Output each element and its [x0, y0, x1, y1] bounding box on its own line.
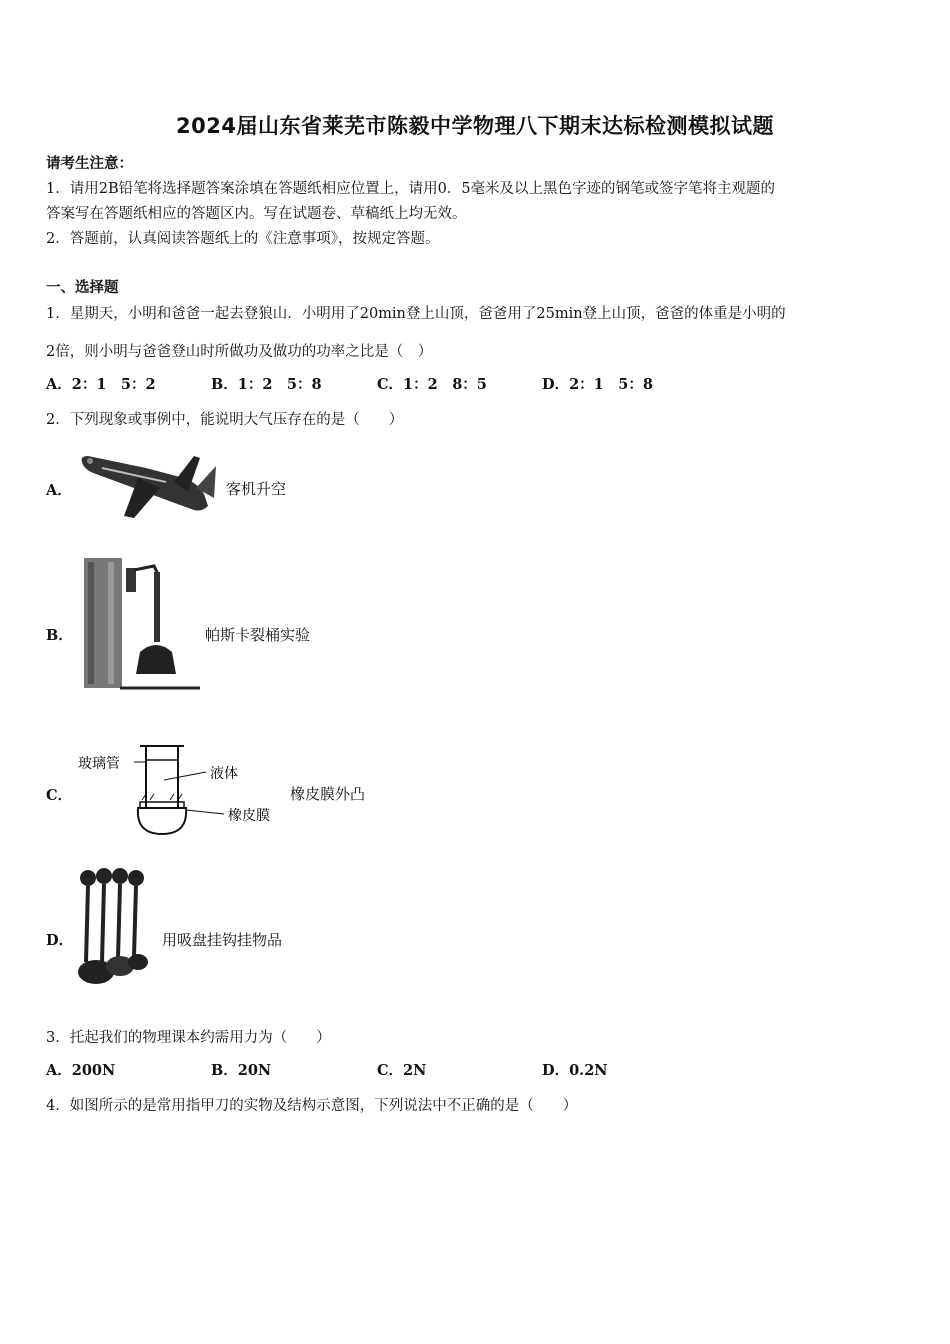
question-2-option-b-label: B．: [46, 627, 73, 644]
question-2-option-a-label: A．: [46, 482, 72, 499]
notice-item-2: 2．答题前，认真阅读答题纸上的《注意事项》，按规定答题。: [46, 231, 440, 247]
question-1-stem-line-1: 1．星期天，小明和爸爸一起去登狼山．小明用了20min登上山顶，爸爸用了25min登上山顶，爸爸的体重是小明的: [46, 306, 786, 322]
question-1-option-b: B．1：2 5：8: [211, 376, 322, 393]
page-title: 2024届山东省莱芜市陈毅中学物理八下期末达标检测模拟试题: [176, 114, 774, 138]
question-1-option-c: C．1：2 8：5: [377, 376, 487, 393]
question-2-option-a-caption: 客机升空: [226, 480, 287, 498]
question-1-stem-line-2: 2倍，则小明与爸爸登山时所做功及做功的功率之比是（ ）: [46, 344, 433, 360]
liquid-label: 液体: [210, 766, 238, 782]
question-1-option-d: D．2：1 5：8: [542, 376, 653, 393]
pascal-barrel-figure: [80, 556, 204, 692]
question-2-option-d-label: D．: [46, 932, 74, 949]
question-3-option-b: B．20N: [211, 1062, 272, 1079]
notice-item-1-line-2: 答案写在答题纸相应的答题区内。写在试题卷、草稿纸上均无效。: [46, 206, 467, 222]
question-2-stem: 2．下列现象或事例中，能说明大气压存在的是（ ）: [46, 412, 404, 428]
glass-tube-figure: [74, 738, 284, 842]
question-3-option-c: C．2N: [377, 1062, 427, 1079]
question-2-option-b-caption: 帕斯卡裂桶实验: [205, 626, 311, 644]
question-3-option-d: D．0.2N: [542, 1062, 608, 1079]
notice-heading: 请考生注意：: [46, 155, 133, 172]
notice-item-1-line-1: 1．请用2B铅笔将选择题答案涂填在答题纸相应位置上，请用0．5毫米及以上黑色字迹的钢笔或签字笔将主观题的: [46, 181, 776, 197]
airplane-figure: [76, 448, 218, 522]
glass-tube-label: 玻璃管: [78, 756, 120, 772]
question-1-option-a: A．2：1 5：2: [46, 376, 156, 393]
question-4-stem: 4．如图所示的是常用指甲刀的实物及结构示意图，下列说法中不正确的是（ ）: [46, 1098, 578, 1114]
question-2-option-c-caption: 橡皮膜外凸: [290, 785, 366, 803]
question-2-option-c-label: C．: [46, 787, 73, 804]
suction-hooks-figure: [74, 866, 154, 990]
membrane-label: 橡皮膜: [228, 808, 270, 824]
section-heading: 一、选择题: [46, 279, 119, 296]
question-3-option-a: A．200N: [46, 1062, 116, 1079]
question-3-stem: 3．托起我们的物理课本约需用力为（ ）: [46, 1030, 331, 1046]
question-2-option-d-caption: 用吸盘挂钩挂物品: [162, 931, 283, 949]
